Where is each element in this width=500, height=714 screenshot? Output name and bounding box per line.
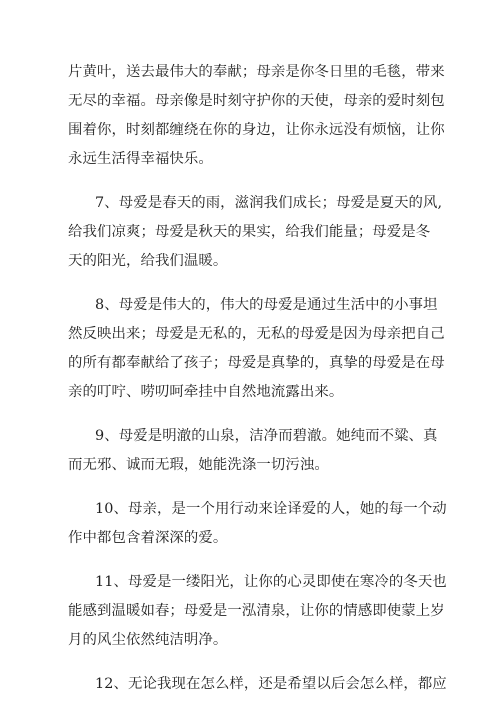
text-line: 片黄叶，送去最伟大的奉献；母亲是你冬日里的毛毯，带来 <box>68 64 445 80</box>
text-line: 10、母亲，是一个用行动来诠译爱的人，她的每一个动 <box>95 501 447 517</box>
text-line: 作中都包含着深深的爱。 <box>68 530 228 546</box>
text-line: 然反映出来；母爱是无私的，无私的母爱是因为母亲把自己 <box>68 326 445 342</box>
text-line: 9、母爱是明澈的山泉，洁净而碧澈。她纯而不粱、真 <box>95 428 438 444</box>
text-line: 围着你，时刻都缠绕在你的身边，让你永远没有烦恼，让你 <box>68 122 445 138</box>
text-line: 7、母爱是春天的雨，滋润我们成长；母爱是夏天的风, <box>95 195 443 211</box>
text-line: 给我们凉爽；母爱是秋天的果实，给我们能量；母爱是冬 <box>68 224 431 240</box>
document-body <box>68 58 448 714</box>
paragraph-8 <box>68 291 448 407</box>
text-line: 无尽的幸福。母亲像是时刻守护你的天使，母亲的爱时刻包 <box>68 93 445 109</box>
paragraph-10 <box>68 495 448 553</box>
paragraph-11 <box>68 568 448 655</box>
paragraph-9 <box>68 422 448 480</box>
text-line: 天的阳光，给我们温暖。 <box>68 253 228 269</box>
text-line: 能感到温暖如春；母爱是一泓清泉，让你的情感即使蒙上岁 <box>68 603 445 619</box>
text-line: 永远生活得幸福快乐。 <box>68 151 213 167</box>
text-line: 的所有都奉献给了孩子；母爱是真挚的，真挚的母爱是在母 <box>68 355 445 371</box>
text-line: 12、无论我现在怎么样，还是希望以后会怎么样，都应 <box>95 676 447 692</box>
text-line: 月的风尘依然纯洁明净。 <box>68 632 228 648</box>
paragraph-12 <box>68 670 448 699</box>
text-line: 而无邪、诚而无瑕，她能洗涤一切污浊。 <box>68 457 329 473</box>
paragraph-6-continued <box>68 58 448 174</box>
text-line: 11、母爱是一缕阳光，让你的心灵即使在寒冷的冬天也 <box>95 574 447 590</box>
paragraph-7 <box>68 189 448 276</box>
text-line: 8、母爱是伟大的，伟大的母爱是通过生活中的小事坦 <box>95 297 438 313</box>
text-line: 亲的叮咛、唠叨呵牵挂中自然地流露出来。 <box>68 384 344 400</box>
